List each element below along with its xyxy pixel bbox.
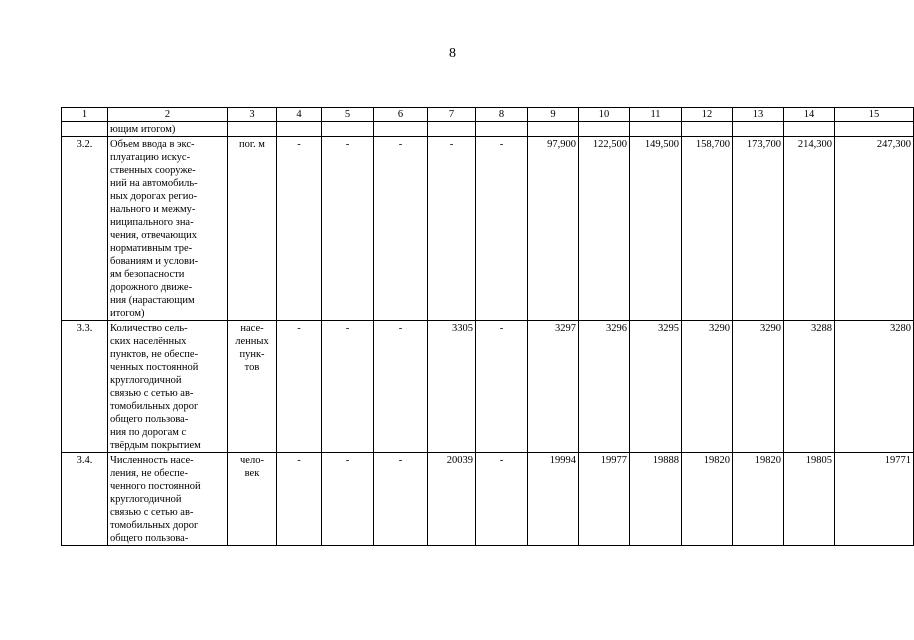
unit-line: пог. м	[239, 139, 265, 150]
value-cell: 3296	[579, 321, 630, 453]
table-row	[62, 137, 914, 321]
page-number: 8	[449, 46, 456, 61]
indicator-name-line: общего пользова-	[110, 414, 189, 425]
column-header: 15	[835, 108, 914, 122]
unit-line: пунк-	[239, 349, 265, 360]
column-header: 6	[374, 108, 428, 122]
value-cell: 19888	[630, 453, 682, 546]
value-cell: -	[277, 321, 322, 453]
table-cell	[784, 122, 835, 137]
table-cell	[228, 122, 277, 137]
indicator-name-cell	[108, 453, 228, 546]
indicator-name-line: ченного постоянной	[110, 481, 201, 492]
table-cell	[277, 122, 322, 137]
table-cell	[579, 122, 630, 137]
row-number-cell: 3.2.	[62, 137, 108, 321]
column-header: 10	[579, 108, 630, 122]
indicator-name-line: общего пользова-	[110, 533, 189, 544]
column-header: 4	[277, 108, 322, 122]
table-cell	[835, 122, 914, 137]
row-number-cell: 3.3.	[62, 321, 108, 453]
indicator-name-cell	[108, 122, 228, 137]
unit-line: ленных	[235, 336, 269, 347]
indicator-name-line: чения, отвечающих	[110, 230, 197, 241]
value-cell: 19820	[682, 453, 733, 546]
column-header: 14	[784, 108, 835, 122]
value-cell: 19805	[784, 453, 835, 546]
indicator-name-line: ний на автомобиль-	[110, 178, 198, 189]
table-row	[62, 453, 914, 546]
unit-cell	[228, 321, 277, 453]
indicator-name-line: итогом)	[110, 308, 145, 319]
value-cell: -	[322, 321, 374, 453]
value-cell: 19977	[579, 453, 630, 546]
table-cell	[630, 122, 682, 137]
indicator-name-line: ственных сооруже-	[110, 165, 196, 176]
value-cell: 3290	[733, 321, 784, 453]
indicator-name-line: круглогодичной	[110, 375, 182, 386]
column-header: 1	[62, 108, 108, 122]
table-cell	[374, 122, 428, 137]
value-cell: 3280	[835, 321, 914, 453]
value-cell: -	[374, 137, 428, 321]
value-cell: 173,700	[733, 137, 784, 321]
indicator-name-line: томобильных дорог	[110, 520, 199, 531]
value-cell: 3290	[682, 321, 733, 453]
header-row	[62, 108, 914, 122]
indicator-name-line: связью с сетью ав-	[110, 388, 194, 399]
indicator-name-cell	[108, 321, 228, 453]
column-header: 12	[682, 108, 733, 122]
value-cell: -	[322, 137, 374, 321]
indicator-name-line: ченных постоянной	[110, 362, 199, 373]
indicator-name-line: ских населённых	[110, 336, 187, 347]
value-cell: 247,300	[835, 137, 914, 321]
data-table	[61, 107, 914, 546]
indicator-name-line: ных дорогах регио-	[110, 191, 198, 202]
value-cell: -	[322, 453, 374, 546]
unit-cell	[228, 137, 277, 321]
value-cell: 149,500	[630, 137, 682, 321]
unit-cell	[228, 453, 277, 546]
value-cell: 3297	[528, 321, 579, 453]
value-cell: -	[476, 137, 528, 321]
value-cell: -	[374, 321, 428, 453]
column-header: 9	[528, 108, 579, 122]
value-cell: -	[476, 453, 528, 546]
value-cell: -	[428, 137, 476, 321]
table-cell	[476, 122, 528, 137]
row-number-cell: 3.4.	[62, 453, 108, 546]
indicator-name-line: ления, не обеспе-	[110, 468, 188, 479]
column-header: 3	[228, 108, 277, 122]
value-cell: 122,500	[579, 137, 630, 321]
unit-line: век	[244, 468, 260, 479]
indicator-name-line: дорожного движе-	[110, 282, 193, 293]
indicator-name-line: ющим итогом)	[110, 124, 176, 135]
indicator-name-cell	[108, 137, 228, 321]
table-cell	[733, 122, 784, 137]
indicator-name-line: томобильных дорог	[110, 401, 199, 412]
column-header: 8	[476, 108, 528, 122]
indicator-name-line: нального и межму-	[110, 204, 196, 215]
table-cell	[682, 122, 733, 137]
indicator-name-line: пунктов, не обеспе-	[110, 349, 199, 360]
column-header: 2	[108, 108, 228, 122]
value-cell: 3295	[630, 321, 682, 453]
value-cell: -	[374, 453, 428, 546]
table-cell	[528, 122, 579, 137]
value-cell: 3288	[784, 321, 835, 453]
indicator-name-line: нормативным тре-	[110, 243, 193, 254]
value-cell: -	[277, 137, 322, 321]
table-cell	[62, 122, 108, 137]
indicator-name-line: Объем ввода в экс-	[110, 139, 195, 150]
indicator-name-line: ния (нарастающим	[110, 295, 195, 306]
value-cell: 158,700	[682, 137, 733, 321]
indicator-name-line: твёрдым покрытием	[110, 440, 201, 451]
indicator-name-line: круглогодичной	[110, 494, 182, 505]
column-header: 11	[630, 108, 682, 122]
column-header: 5	[322, 108, 374, 122]
table-row	[62, 321, 914, 453]
value-cell: 214,300	[784, 137, 835, 321]
value-cell: -	[277, 453, 322, 546]
column-header: 13	[733, 108, 784, 122]
value-cell: 97,900	[528, 137, 579, 321]
indicator-name-line: ниципального зна-	[110, 217, 194, 228]
table-row	[62, 122, 914, 137]
column-header: 7	[428, 108, 476, 122]
value-cell: 19771	[835, 453, 914, 546]
table-cell	[322, 122, 374, 137]
indicator-name-line: ям безопасности	[110, 269, 185, 280]
indicator-name-line: связью с сетью ав-	[110, 507, 194, 518]
table-body	[62, 108, 914, 546]
indicator-name-line: Количество сель-	[110, 323, 188, 334]
unit-line: тов	[244, 362, 260, 373]
table-cell	[428, 122, 476, 137]
value-cell: 19994	[528, 453, 579, 546]
value-cell: 3305	[428, 321, 476, 453]
unit-line: чело-	[240, 455, 264, 466]
indicator-name-line: плуатацию искус-	[110, 152, 191, 163]
value-cell: -	[476, 321, 528, 453]
value-cell: 19820	[733, 453, 784, 546]
value-cell: 20039	[428, 453, 476, 546]
unit-line: насе-	[240, 323, 264, 334]
indicator-name-line: Численность насе-	[110, 455, 194, 466]
indicator-name-line: ния по дорогам с	[110, 427, 187, 438]
indicator-name-line: бованиям и услови-	[110, 256, 199, 267]
